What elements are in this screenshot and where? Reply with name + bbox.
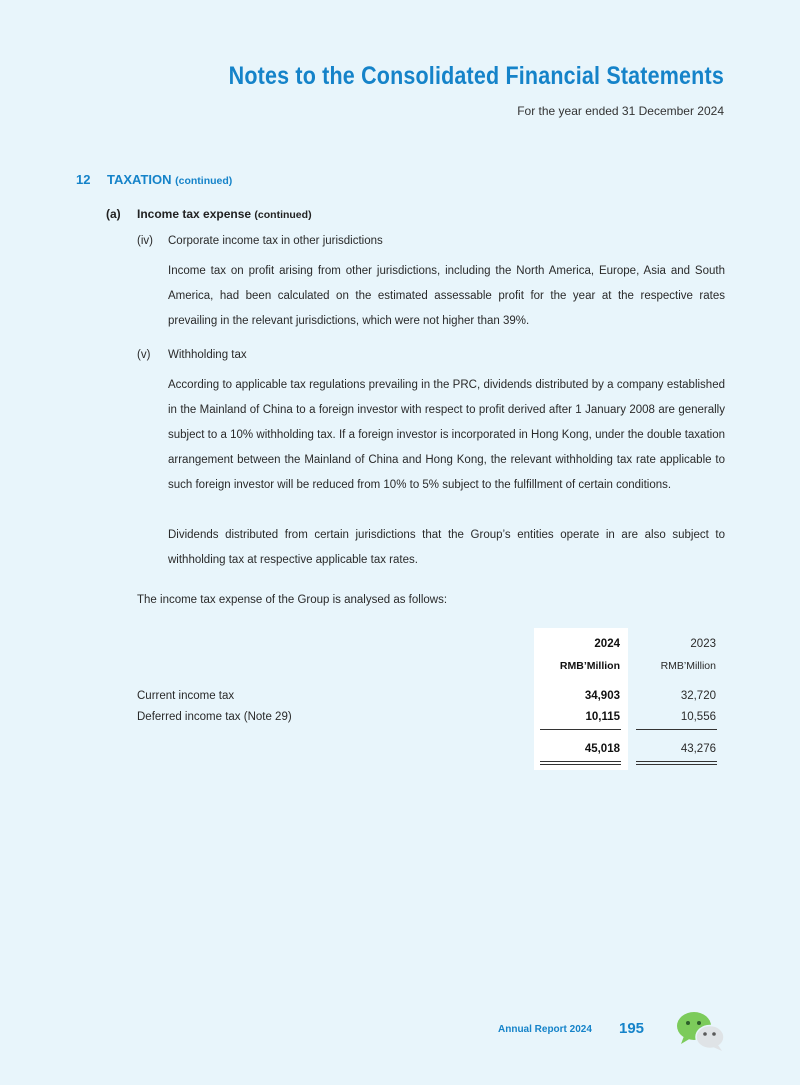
item-roman: (iv) [137,235,153,247]
item-heading-iv [137,235,383,247]
paragraph-withholding-prc: According to applicable tax regulations prevailing in the PRC, dividends distributed by a company established in the Mainland of China to a foreign investor with respect to profit derived after 1 January 2008 are generally subject to a 10% withholding tax. If a foreign investor is incorporated in Hong Kong, under the double taxation arrangement between the Mainland of China and Hong Kong, the relevant withholding tax rate applicable to such foreign investor will be reduced from 10% to 5% subject to the fulfillment of certain conditions. [168,379,725,491]
item-title: Withholding tax [168,349,247,361]
column-year-2024: 2024 [594,638,620,650]
subsection-heading [106,207,312,221]
paragraph-withholding-other: Dividends distributed from certain jurisdictions that the Group’s entities operate in are also subject to withholding tax at respective applicable tax rates. [168,529,725,566]
section-title: TAXATION [107,172,172,187]
page-title: Notes to the Consolidated Financial Statements [228,62,724,90]
cell-current-tax-2024: 34,903 [584,690,620,702]
row-label-current-tax: Current income tax [137,690,235,702]
subsection-continued: (continued) [254,209,312,221]
total-double-rule-2024 [540,761,621,765]
subtotal-rule-2024 [540,729,621,730]
item-title: Corporate income tax in other jurisdictions [168,235,383,247]
cell-total-2023: 43,276 [680,743,716,755]
cell-total-2024: 45,018 [584,743,620,755]
item-roman: (v) [137,349,151,361]
column-unit-2024: RMB’Million [559,660,620,672]
footer-report-name: Annual Report 2024 [498,1024,592,1035]
cell-deferred-tax-2024: 10,115 [585,711,620,723]
item-heading-v [137,349,247,361]
table-intro: The income tax expense of the Group is analysed as follows: [137,594,448,606]
section-heading [76,172,232,187]
subtotal-rule-2023 [636,729,717,730]
cell-deferred-tax-2023: 10,556 [680,711,716,723]
section-continued: (continued) [175,175,233,187]
page-subtitle: For the year ended 31 December 2024 [517,104,724,118]
page-number: 195 [619,1020,645,1037]
total-double-rule-2023 [636,761,717,765]
wechat-logo-icon [676,1010,726,1052]
paragraph-foreign-tax: Income tax on profit arising from other jurisdictions, including the North America, Europe, Asia and South America, had been calculated on the estimated assessable profit for the year at the respective rates prevailing in the relevant jurisdictions, which were not higher than 39%. [168,265,725,327]
section-number: 12 [76,172,91,187]
column-year-2023: 2023 [690,638,716,650]
cell-current-tax-2023: 32,720 [680,690,716,702]
row-label-deferred-tax: Deferred income tax (Note 29) [137,711,292,723]
subsection-letter: (a) [106,207,121,221]
subsection-title: Income tax expense [137,207,252,221]
column-unit-2023: RMB’Million [660,660,716,672]
